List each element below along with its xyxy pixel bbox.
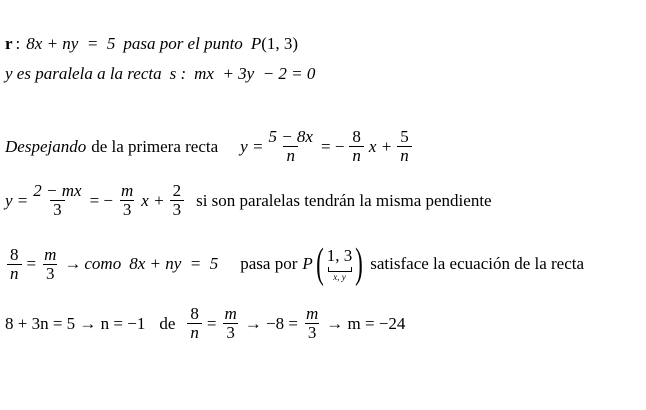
fraction-m-over-3-b: $\frac{m}{3}$: [305, 304, 319, 342]
point-with-underbrace: 1, 3 x, y: [326, 246, 353, 282]
line-r-label: r: [5, 34, 13, 53]
parallel-text: y es paralela a la recta: [5, 64, 162, 83]
y-equals: y =: [240, 136, 264, 156]
left-paren: (: [315, 241, 324, 287]
line-s-label: s :: [169, 64, 187, 83]
line-s-equation: mx + 3y − 2 = 0: [194, 64, 316, 83]
statement-line-2: [5, 64, 315, 84]
fraction-m-over-3: $\frac{m}{3}$: [121, 181, 134, 219]
right-paren: ): [355, 241, 364, 287]
fraction-5-over-n: $\frac{5}{n}$: [397, 128, 412, 165]
fraction-8-over-n: $\frac{8}{n}$: [187, 305, 202, 342]
fraction-5-8x-over-n: $\frac{5 - 8x}{n}$: [268, 127, 313, 165]
statement-line-1: [5, 34, 298, 54]
fraction-m-over-3: $\frac{m}{3}$: [224, 304, 237, 342]
line-r-equation: 8x + ny = 5: [26, 34, 116, 53]
point-label: P: [250, 34, 262, 53]
result-m: → m = −24: [326, 313, 406, 333]
solution-line-4: 8 + 3n = 5 → n = −1 de $\frac{8}{n}$ = $\frac{m}{3}$ → −8 = $\frac{m}{3}$ → m = −24: [5, 304, 406, 342]
point-coords: (1, 3): [261, 34, 299, 53]
fraction-8-over-n: $\frac{8}{n}$: [349, 128, 364, 165]
fraction-8-over-n: $\frac{8}{n}$: [7, 246, 22, 283]
parallel-slope-text: si son paralelas tendrán la misma pendiente: [196, 190, 492, 210]
pasa-text: pasa por el punto: [123, 34, 243, 53]
fraction-2-over-3: $\frac{2}{3}$: [170, 182, 185, 219]
solve-n: 8 + 3n = 5 → n = −1: [5, 313, 146, 333]
arrow-icon: →: [64, 254, 82, 273]
despejando-text: de la primera recta: [91, 136, 219, 156]
solution-line-2: y = $\frac{2 - mx}{3}$ = − $\frac{m}{3}$ x + $\frac{2}{3}$ si son paralelas tendrán la misma pendiente: [5, 181, 492, 219]
colon: :: [15, 34, 21, 53]
despejando-word: Despejando: [5, 136, 87, 156]
solution-line-1: Despejando de la primera recta y = $\frac{5 - 8x}{n}$ = − $\frac{8}{n}$ x + $\frac{5}{n}$: [5, 128, 414, 165]
fraction-m-over-3: $\frac{m}{3}$: [44, 244, 57, 283]
solution-line-3: $\frac{8}{n}$ = $\frac{m}{3}$ → como 8x + ny = 5 pasa por P ( 1, 3 x, y ) satisface la ecuación de la recta: [5, 243, 584, 285]
fraction-2-mx-over-3: $\frac{2 - mx}{3}$: [33, 181, 82, 219]
